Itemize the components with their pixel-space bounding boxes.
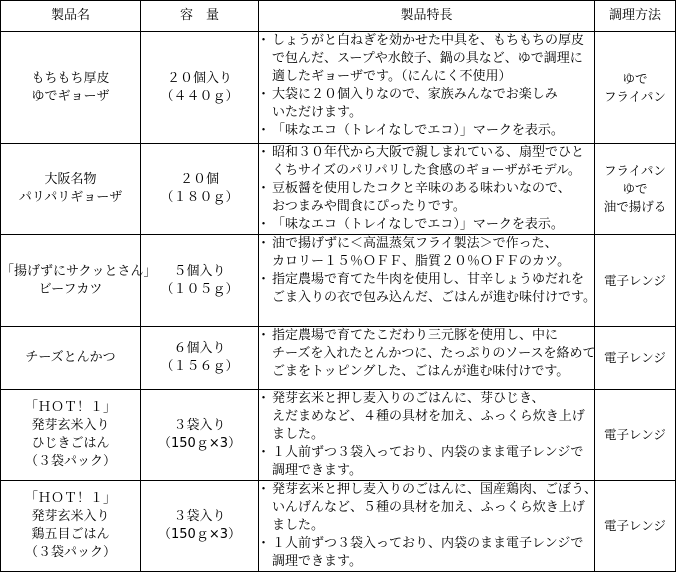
- feature-line: ました。: [272, 427, 325, 442]
- feature-item: [259, 180, 594, 216]
- capacity-cell: [141, 481, 259, 572]
- table-row: [1, 481, 676, 572]
- feature-line: ・ 油で揚げずに＜高温蒸気フライ製法＞で作った、: [272, 236, 558, 251]
- feature-item: [259, 235, 594, 271]
- feature-list: [259, 481, 598, 571]
- feature-line: 調理できます。: [272, 463, 362, 478]
- capacity-line: （１５６ｇ）: [160, 359, 239, 374]
- product-name-cell: [1, 235, 157, 327]
- feature-line: で包んだ、スープや水餃子、鍋の具など、ゆで調理に: [272, 51, 583, 66]
- feature-line: カロリー１５％ＯＦＦ、脂質２０％ＯＦＦのカツ。: [272, 254, 571, 269]
- header-features: 製品特長: [259, 1, 595, 32]
- cooking-method-cell: [595, 144, 676, 235]
- cooking-method-line: ゆで: [622, 70, 648, 86]
- feature-line: おつまみや間食にぴったりです。: [272, 199, 466, 214]
- feature-line: くちサイズのパリパリした食感のギョーザがモデル。: [272, 163, 581, 178]
- product-name-line: 鶏五目ごはん: [31, 527, 110, 542]
- feature-line: 適したギョーザです。（にんにく不使用）: [272, 69, 512, 84]
- product-name-line: 大阪名物: [44, 172, 97, 187]
- capacity-line: （150ｇ×3）: [158, 527, 241, 542]
- product-name-cell: [1, 327, 141, 390]
- feature-item: [259, 216, 594, 234]
- header-cooking-method: 調理方法: [595, 1, 676, 32]
- feature-item: [259, 444, 594, 480]
- product-name-line: もちもち厚皮: [31, 70, 110, 86]
- feature-list: [259, 235, 594, 307]
- cooking-method-cell: [595, 32, 676, 144]
- feature-line: ・ 「味なエコ（トレイなしでエコ）」マークを表示。: [272, 123, 564, 138]
- product-name-cell: [1, 144, 141, 235]
- product-name-line: 「ＨＯＴ！１」: [24, 491, 116, 506]
- features-cell: [259, 144, 595, 235]
- cooking-method-line: ゆで: [622, 181, 648, 196]
- cooking-method-cell: [595, 327, 676, 390]
- feature-item: [259, 390, 594, 444]
- product-name-line: チーズとんかつ: [25, 350, 116, 365]
- feature-item: [259, 122, 594, 140]
- capacity-line: ６個入り: [173, 341, 226, 356]
- feature-line: ・ 大袋に２０個入りなので、家族みんなでお楽しみ: [272, 87, 558, 102]
- feature-item: [259, 86, 594, 122]
- cooking-method-line: 電子レンジ: [604, 518, 666, 533]
- cooking-method-line: 電子レンジ: [604, 272, 666, 288]
- cooking-method-line: 電子レンジ: [604, 427, 666, 442]
- product-name-line: パリパリギョーザ: [18, 190, 123, 205]
- feature-line: ・ １人前ずつ３袋入っており、内袋のまま電子レンジで: [272, 536, 584, 551]
- feature-line: ました。: [272, 518, 325, 533]
- table-row: [1, 32, 676, 144]
- table-row: [1, 144, 676, 235]
- feature-item: [259, 535, 594, 571]
- product-name-line: （３袋パック）: [24, 545, 116, 560]
- feature-line: いただけます。: [272, 105, 362, 120]
- table-row: [1, 390, 676, 481]
- features-cell: [259, 481, 598, 572]
- cooking-method-line: フライパン: [604, 163, 666, 178]
- cooking-method-cell: [595, 235, 676, 327]
- product-name-line: 発芽玄米入り: [31, 509, 110, 524]
- feature-line: ・ １人前ずつ３袋入っており、内袋のまま電子レンジで: [272, 445, 584, 460]
- capacity-line: （１８０ｇ）: [160, 190, 239, 205]
- feature-item: [259, 32, 594, 86]
- product-name-line: ゆでギョーザ: [31, 88, 110, 104]
- capacity-cell: [141, 32, 259, 144]
- capacity-cell: [141, 144, 259, 235]
- feature-line: チーズを入れたとんかつに、たっぷりのソースを絡めて: [272, 346, 596, 361]
- feature-line: えだまめなど、４種の具材を加え、ふっくら炊き上げ: [272, 409, 585, 424]
- header-capacity: 容 量: [141, 1, 259, 32]
- feature-item: [259, 327, 594, 381]
- capacity-cell: [141, 390, 259, 481]
- capacity-line: ２０個: [179, 172, 219, 187]
- feature-line: ・ 豆板醤を使用したコクと辛味のある味わいなので、: [272, 181, 571, 196]
- features-cell: [259, 235, 595, 327]
- capacity-line: ３袋入り: [173, 509, 226, 524]
- cooking-method-line: 油で揚げる: [603, 199, 667, 214]
- feature-line: ・ 発芽玄米と押し麦入りのごはんに、国産鶏肉、ごぼう、: [272, 482, 598, 497]
- feature-line: ・ 指定農場で育てたこだわり三元豚を使用し、中に: [272, 328, 559, 343]
- product-name-line: 発芽玄米入り: [31, 418, 110, 433]
- capacity-line: （４４０ｇ）: [160, 88, 239, 104]
- header-row: [1, 1, 676, 32]
- table-row: [1, 235, 676, 327]
- feature-list: [259, 327, 594, 381]
- feature-line: いんげんなど、５種の具材を加え、ふっくら炊き上げ: [272, 500, 585, 515]
- features-cell: [259, 327, 595, 390]
- capacity-line: （150ｇ×3）: [158, 436, 241, 451]
- product-name-line: ビーフカツ: [38, 281, 103, 297]
- feature-line: ・ 「味なエコ（トレイなしでエコ）」マークを表示。: [272, 217, 564, 232]
- capacity-line: ２０個入り: [166, 70, 232, 86]
- table-row: [1, 327, 676, 390]
- cooking-method-cell: [595, 390, 676, 481]
- capacity-cell: [141, 327, 259, 390]
- header-product-name: 製品名: [1, 1, 141, 32]
- features-cell: [259, 32, 595, 144]
- features-cell: [259, 390, 595, 481]
- product-name-line: （３袋パック）: [24, 454, 116, 469]
- cooking-method-line: フライパン: [604, 88, 666, 104]
- feature-line: 調理できます。: [272, 554, 362, 569]
- feature-list: [259, 144, 594, 234]
- product-name-line: 「ＨＯＴ！１」: [24, 400, 116, 415]
- feature-list: [259, 390, 594, 480]
- feature-line: ごま入りの衣で包み込んだ、ごはんが進む味付けです。: [272, 290, 596, 305]
- product-name-line: 「揚げずにサクッとさん」: [1, 263, 157, 279]
- product-name-cell: [1, 32, 141, 144]
- capacity-line: ３袋入り: [173, 418, 226, 433]
- feature-item: [259, 271, 594, 307]
- feature-line: ・ しょうがと白ねぎを効かせた中具を、もちもちの厚皮: [272, 33, 585, 48]
- cooking-method-line: 電子レンジ: [604, 350, 666, 365]
- capacity-line: ５個入り: [173, 263, 226, 279]
- feature-item: [259, 481, 598, 535]
- capacity-cell: [141, 235, 259, 327]
- feature-item: [259, 144, 594, 180]
- product-name-cell: [1, 481, 141, 572]
- feature-list: [259, 32, 594, 140]
- feature-line: ごまをトッピングした、ごはんが進む味付けです。: [272, 364, 570, 379]
- feature-line: ・ 指定農場で育てた牛肉を使用し、甘辛しょうゆだれを: [272, 272, 585, 287]
- product-name-cell: [1, 390, 141, 481]
- capacity-line: （１０５ｇ）: [160, 281, 239, 297]
- feature-line: ・ 昭和３０年代から大阪で親しまれている、扇型でひと: [272, 145, 585, 160]
- feature-line: ・ 発芽玄米と押し麦入りのごはんに、芽ひじき、: [272, 391, 545, 406]
- product-name-line: ひじきごはん: [31, 436, 110, 451]
- cooking-method-cell: [595, 481, 676, 572]
